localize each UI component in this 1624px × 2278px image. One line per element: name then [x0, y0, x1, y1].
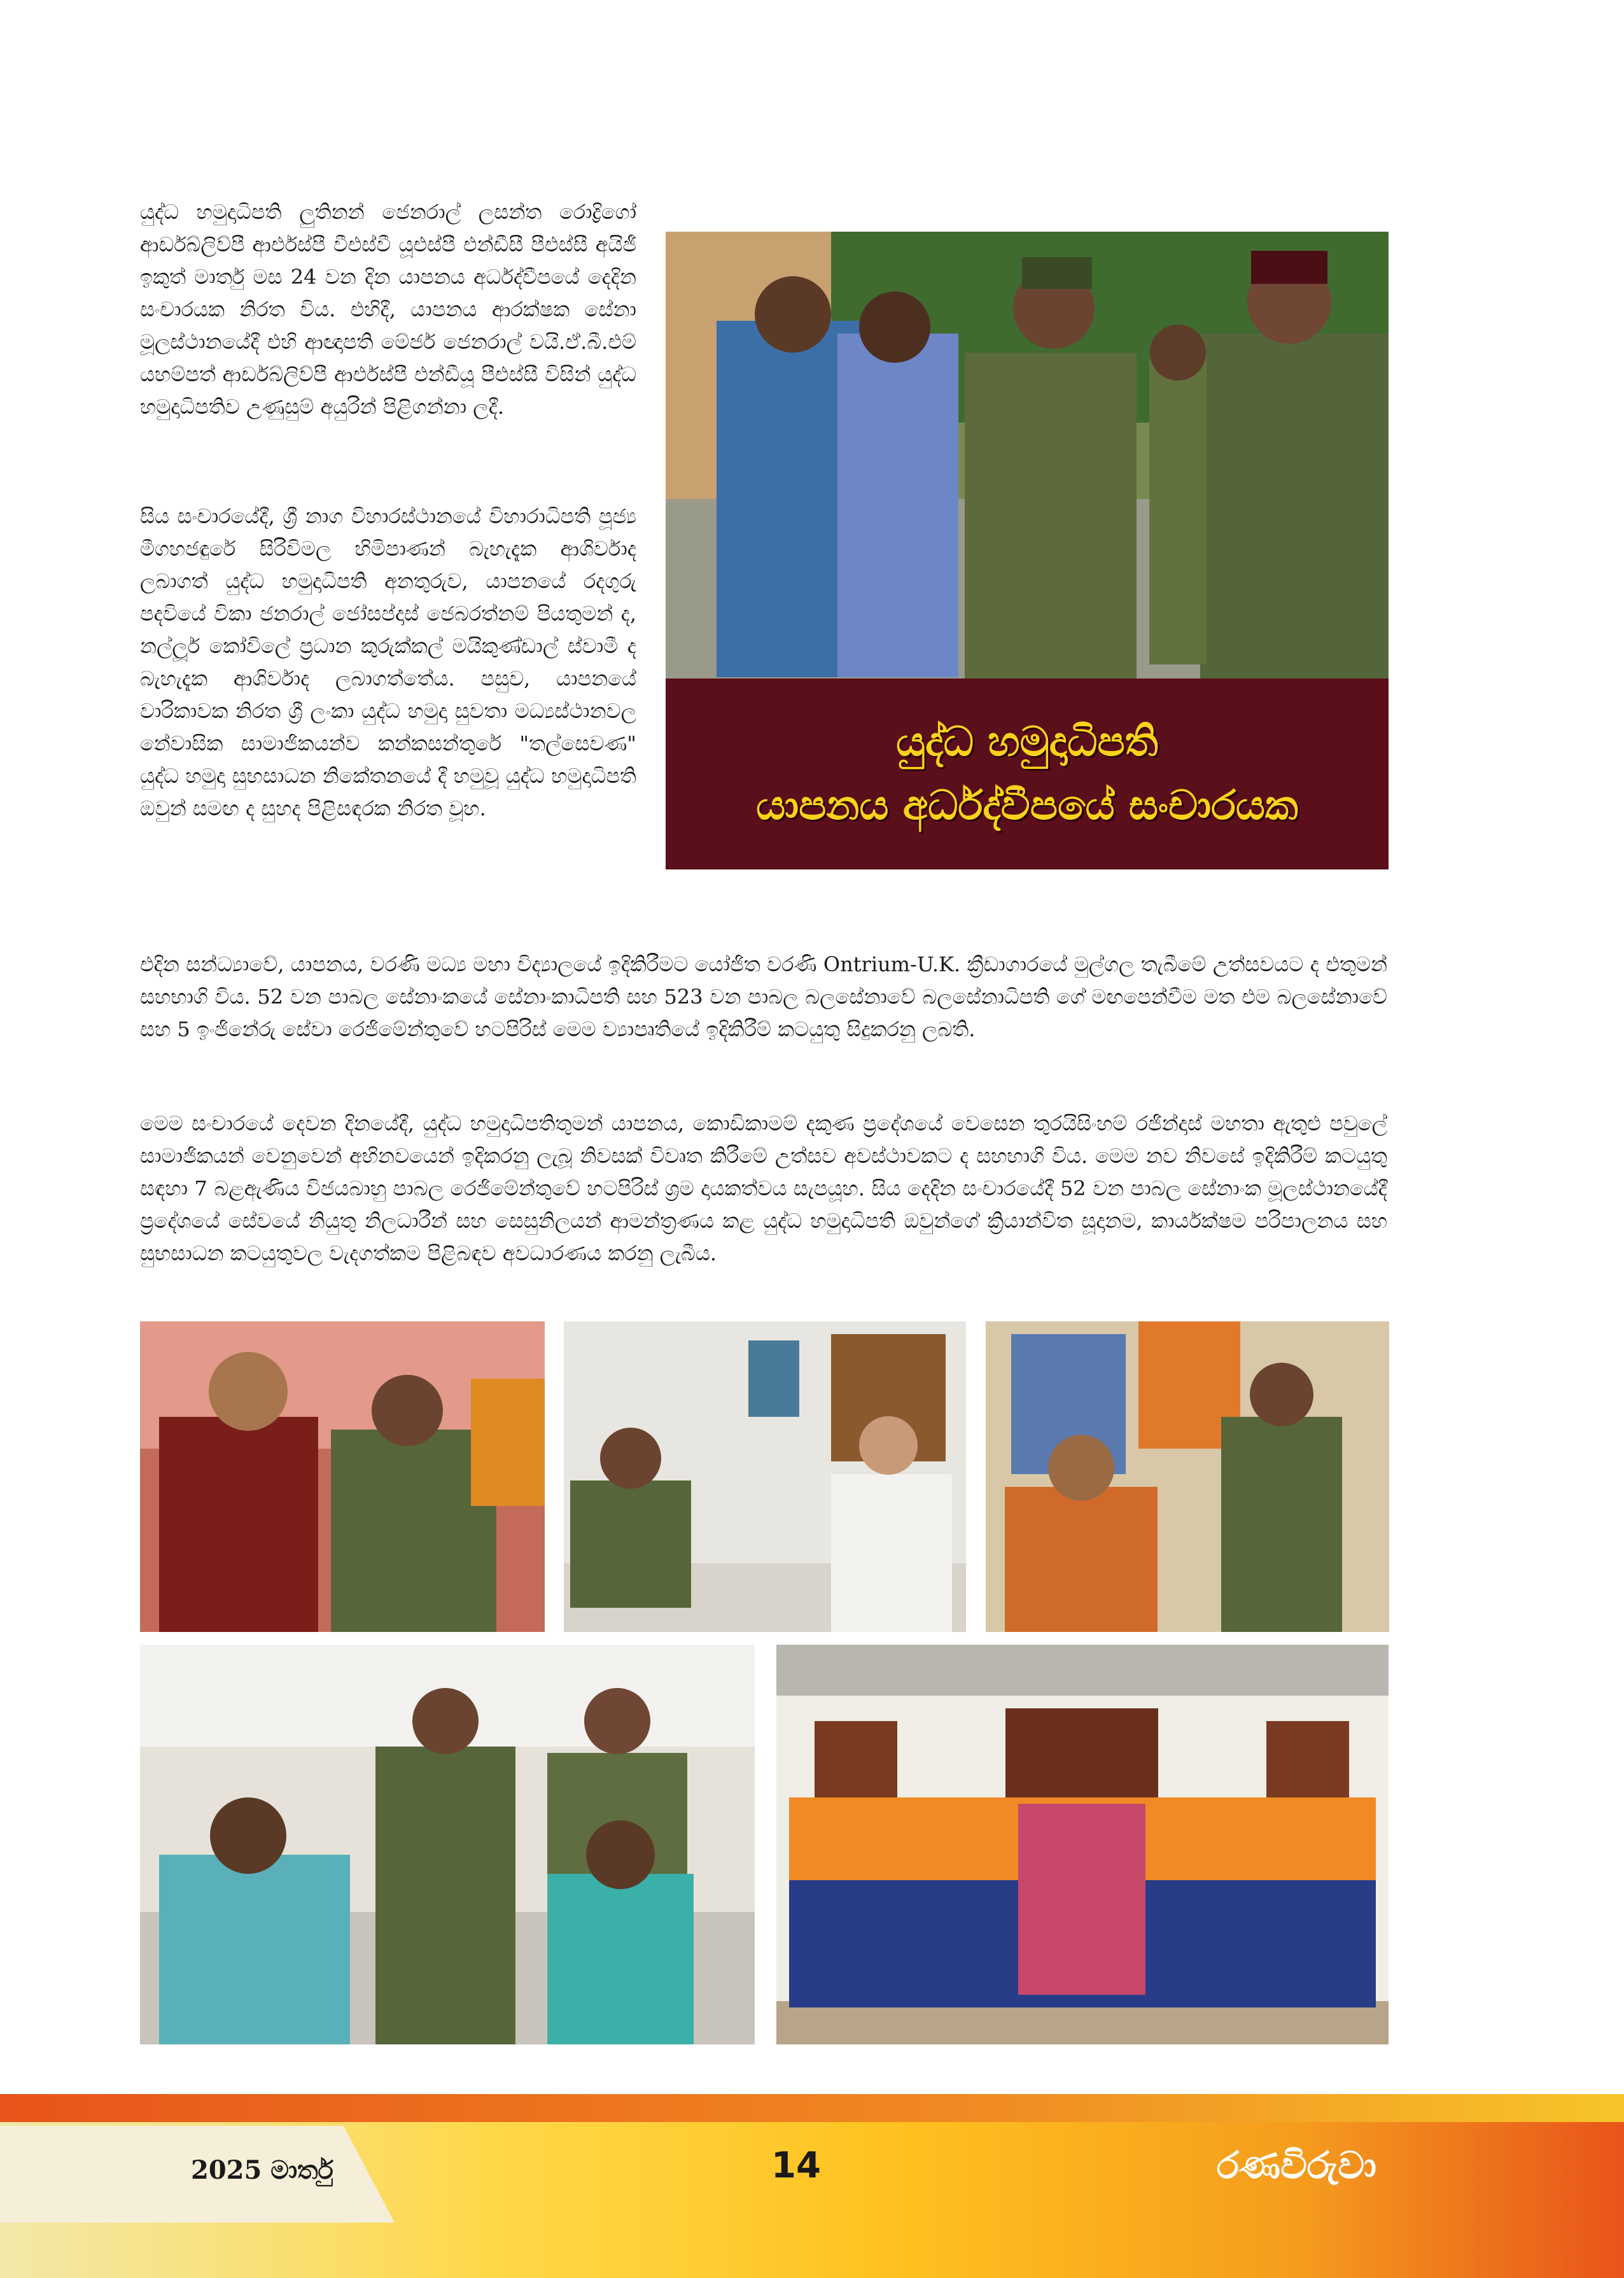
footer-top-stripe [0, 2094, 1624, 2122]
headline-line-1: යුද්ධ හමුදාධිපති [896, 719, 1158, 766]
article-paragraph-1: යුද්ධ හමුදාධිපති ලුතිනන් ජෙනරාල් ලසන්ත රොද්‍රිගෝ ආර්ඩබ්ලිව්පී ආර්එස්පී වීඑස්වී යූඑස්පී එන්ඩීසී පීඑස්සී අයිජී ඉකුත් මාර්තු මස 24 වන දින යාපනය අර්ධද්වීපයේ දෙදින සංචාරයක නිරත විය. එහිදී, යාපනය ආරක්ෂක සේනා මූලස්ථානයේදී එහි ආඥාපති මේජර් ජෙනරාල් වයි.ඒ.බී.එම් යහම්පත් ආර්ඩබ්ලිව්පී ආර්එස්පී එන්ඩීයූ පීඑස්සී විසින් යුද්ධ හමුදාධිපතිව උණුසුම් අයුරින් පිළිගන්නා ලදී. [140, 200, 636, 419]
article-paragraph-2: සිය සංචාරයේදී, ශ්‍රී නාග විහාරස්ථානයේ විහාරාධිපති පූජ්‍ය මීගහජඳුරේ සිරිවිමල හිමිපාණන් බැහැදැක ආශිර්වාද ලබාගත් යුද්ධ හමුදාධිපති අනතුරුව, යාපනයේ රදගුරු පදවියේ විකා ජනරාල් ජෝසප්දාස් ජෙබරත්නම් පියතුමන් ද, නල්ලූර් කෝවිලේ ප්‍රධාන කුරුක්කල් මයිකුණ්ඩාල් ස්වාමී ද බැහැදැක ආශිර්වාද ලබාගත්තේය. පසුව, යාපනයේ වාරිකාවක නිරත ශ්‍රී ලංකා යුද්ධ හමුදා සුවතා මධ්‍යස්ථානවල නේවාසික සාමාජිකයන්ව කන්කසන්තුරේ "තල්සෙවණ" යුද්ධ හමුදා සුභසාධන නිකේතනයේ දී හමුවූ යුද්ධ හමුදාධිපති ඔවුන් සමඟ ද සුහද පිළිසඳරක නිරත වූහ. [140, 504, 636, 820]
magazine-logo-text: රණවිරුවා [1217, 2144, 1377, 2187]
headline-banner [666, 678, 1389, 869]
photo-house-handover-group [776, 1645, 1389, 2044]
article-paragraph-4: මෙම සංචාරයේ දෙවන දිනයේදී, යුද්ධ හමුදාධිපතිතුමන් යාපනය, කොඩිකාමම් දකුණ ප්‍රදේශයේ වෙසෙන තුරයිසිංහම් රජින්දාස් මහතා ඇතුළු පවුලේ සාමාජිකයන් වෙනුවෙන් අභිනවයෙන් ඉදිකරනු ලැබූ නිවසක් විවෘත කිරීමේ උත්සව අවස්ථාවකට ද සහභාගි විය. මෙම නව නිවසේ ඉදිකිරීම් කටයුතු සඳහා 7 බළඇණිය විජයබාහු පාබල රෙජිමේන්තුවේ හටපිරිස් ශ්‍රම දායකත්වය සැපයූහ. සිය දෙදින සංචාරයේදී 52 වන පාබල සේනාංක මූලස්ථානයේදී ප්‍රදේශයේ සේවයේ නියුතු නිලධාරීන් සහ සෙසුනිලයන් ආමන්ත්‍රණය කළ යුද්ධ හමුදාධිපති ඔවුන්ගේ ක්‍රියාන්විත සූදානම, කාර්යක්ෂම පරිපාලනය සහ සුභසාධන කටයුතුවල වැදගත්කම පිළිබඳව අවධාරණය කරනු ලැබීය. [140, 1111, 1387, 1265]
photo-swami-greeting [986, 1321, 1389, 1632]
hero-photo-greeting [666, 232, 1389, 678]
issue-date: 2025 මාර්තු [191, 2155, 333, 2185]
photo-welfare-home-visit [140, 1645, 755, 2044]
page-footer [0, 2094, 1624, 2278]
photo-monk-blessing [140, 1321, 545, 1632]
photo-bishop-meeting [564, 1321, 966, 1632]
headline-line-2: යාපනය අර්ධද්වීපයේ සංචාරයක [756, 782, 1298, 829]
article-paragraph-3: එදින සන්ධ්‍යාවේ, යාපනය, වරණි මධ්‍ය මහා විද්‍යාලයේ ඉදිකිරීමට යෝජිත වරණි Ontrium-U.K. ක්‍රීඩාගාරයේ මුල්ගල තැබීමේ උත්සවයට ද එතුමන් සහභාගි විය. 52 වන පාබල සේනාංකයේ සේනාංකාධිපති සහ 523 වන පාබල බලසේනාවේ බලසේනාධිපති ගේ මඟපෙන්වීම මත එම බලසේනාවේ සහ 5 ඉංජිනේරු සේවා රෙජිමේන්තුවේ හටපිරිස් මෙම ව්‍යාපෘතියේ ඉදිකිරීම් කටයුතු සිදුකරනු ලබති. [140, 952, 1387, 1041]
page-number: 14 [771, 2145, 821, 2186]
